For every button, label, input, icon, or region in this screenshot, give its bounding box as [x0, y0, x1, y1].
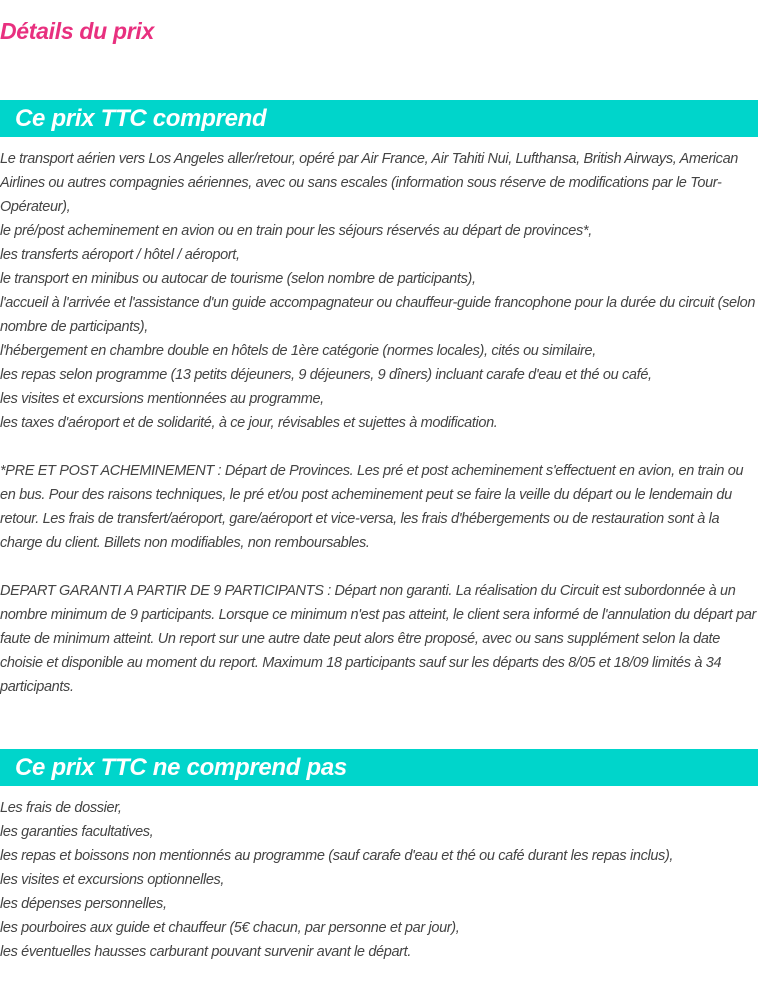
included-item: les taxes d'aéroport et de solidarité, à ce jour, révisables et sujettes à modification.: [0, 415, 498, 431]
excluded-item: les visites et excursions optionnelles,: [0, 872, 225, 888]
page-title: Détails du prix: [0, 18, 154, 44]
included-item: les repas selon programme (13 petits déjeuners, 9 déjeuners, 9 dîners) incluant carafe d'eau et thé ou café,: [0, 367, 652, 383]
included-item: Le transport aérien vers Los Angeles aller/retour, opéré par Air France, Air Tahiti Nui, Lufthansa, British Airways, American Airlines ou autres compagnies aériennes, avec ou sans escales (information sous réserve de modifications par le Tour-Opérateur),: [0, 151, 738, 215]
excluded-item: les dépenses personnelles,: [0, 896, 167, 912]
excluded-content: [0, 796, 758, 964]
included-item: l'accueil à l'arrivée et l'assistance d'un guide accompagnateur ou chauffeur-guide francophone pour la durée du circuit (selon nombre de participants),: [0, 295, 756, 335]
included-item: le pré/post acheminement en avion ou en train pour les séjours réservés au départ de provinces*,: [0, 223, 592, 239]
pre-post-note: *PRE ET POST ACHEMINEMENT : Départ de Provinces. Les pré et post acheminement s'effectuent en avion, en train ou en bus. Pour des raisons techniques, le pré et/ou post acheminement peut se faire la veille du départ ou le lendemain du retour. Les frais de transfert/aéroport, gare/aéroport et vice-versa, les frais d'hébergements ou de restauration sont à la charge du client. Billets non modifiables, non remboursables.: [0, 463, 744, 551]
excluded-item: les pourboires aux guide et chauffeur (5€ chacun, par personne et par jour),: [0, 920, 460, 936]
included-item: les visites et excursions mentionnées au programme,: [0, 391, 324, 407]
excluded-heading: Ce prix TTC ne comprend pas: [15, 754, 347, 781]
included-item: le transport en minibus ou autocar de tourisme (selon nombre de participants),: [0, 271, 476, 287]
excluded-item: les repas et boissons non mentionnés au programme (sauf carafe d'eau et thé ou café durant les repas inclus),: [0, 848, 674, 864]
excluded-section-header: [0, 749, 758, 786]
excluded-item: les éventuelles hausses carburant pouvant survenir avant le départ.: [0, 944, 412, 960]
excluded-item: Les frais de dossier,: [0, 800, 122, 816]
included-section-header: [0, 100, 758, 137]
included-heading: Ce prix TTC comprend: [15, 105, 267, 132]
excluded-item: les garanties facultatives,: [0, 824, 154, 840]
included-item: les transferts aéroport / hôtel / aéroport,: [0, 247, 240, 263]
departure-note: DEPART GARANTI A PARTIR DE 9 PARTICIPANTS : Départ non garanti. La réalisation du Circuit est subordonnée à un nombre minimum de 9 participants. Lorsque ce minimum n'est pas atteint, le client sera informé de l'annulation du départ par faute de minimum atteint. Un report sur une autre date peut alors être proposé, avec ou sans supplément selon la date choisie et disponible au moment du report. Maximum 18 participants sauf sur les départs des 8/05 et 18/09 limités à 34 participants.: [0, 583, 757, 695]
included-content: [0, 147, 758, 699]
included-item: l'hébergement en chambre double en hôtels de 1ère catégorie (normes locales), cités ou similaire,: [0, 343, 596, 359]
